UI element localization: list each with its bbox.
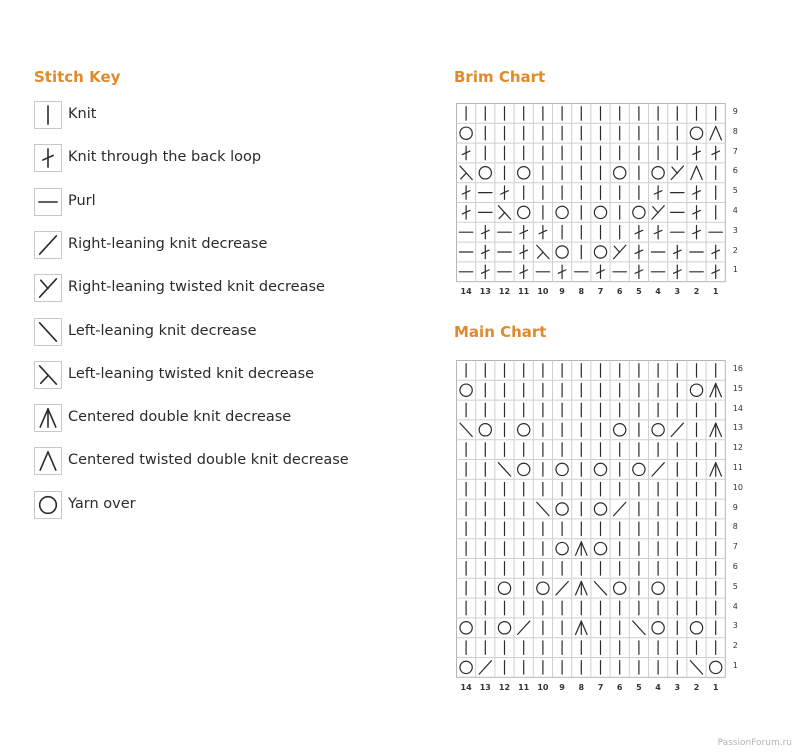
main_chart-row-number: 2 <box>732 641 738 651</box>
stitch-key-label: Centered double knit decrease <box>68 409 292 426</box>
main_chart-row-number: 7 <box>732 542 738 552</box>
purl-symbol-icon <box>34 188 62 216</box>
rtdec-symbol-icon <box>34 274 62 302</box>
stitch-key-label: Knit <box>68 106 97 122</box>
stitch-key-item-rdec <box>34 231 414 261</box>
main_chart-column-number: 9 <box>559 682 565 692</box>
main_chart-row-number: 11 <box>732 462 743 472</box>
brim_chart-column-number: 1 <box>712 287 719 297</box>
brim_chart-row-number: 4 <box>732 205 738 215</box>
brim_chart-column-number: 13 <box>479 287 491 297</box>
main_chart-column-number: 6 <box>616 682 623 692</box>
main_chart-column-number: 1 <box>712 682 719 692</box>
brim_chart-column-number: 12 <box>498 287 511 297</box>
stitch-key-item-purl <box>34 188 414 218</box>
main_chart-row-number: 15 <box>732 383 743 393</box>
ctdd-symbol-icon <box>34 447 62 475</box>
main_chart-row-number: 1 <box>732 660 738 670</box>
stitch-key-item-ktbl <box>34 144 414 174</box>
main_chart-column-number: 13 <box>479 682 491 692</box>
brim_chart-column-number: 7 <box>597 287 604 297</box>
brim_chart-row-number: 9 <box>732 106 738 116</box>
brim_chart-column-number: 10 <box>537 287 549 297</box>
brim_chart-row-number: 5 <box>732 186 738 196</box>
stitch-key-label: Knit through the back loop <box>68 149 262 166</box>
ktbl-symbol-icon <box>34 144 62 172</box>
main_chart-row-number: 14 <box>732 403 743 413</box>
stitch-key-item-ltdec <box>34 361 414 391</box>
watermark: PassionForum.ru <box>717 738 792 748</box>
cdd-symbol-icon <box>34 404 62 432</box>
brim_chart-column-number: 6 <box>616 287 623 297</box>
main_chart-column-number: 4 <box>655 682 661 692</box>
main_chart-column-number: 8 <box>578 682 585 692</box>
ldec-symbol-icon <box>34 318 62 346</box>
brim_chart-row-number: 2 <box>732 245 738 255</box>
brim_chart-column-number: 11 <box>518 287 530 297</box>
brim_chart-row-number: 3 <box>732 225 738 235</box>
main_chart-row-number: 13 <box>732 423 743 433</box>
main_chart-row-number: 6 <box>732 561 738 571</box>
rdec-symbol-icon <box>34 231 62 259</box>
stitch-key-label: Right-leaning twisted knit decrease <box>68 279 325 296</box>
brim_chart-column-number: 8 <box>578 287 585 297</box>
knit-symbol-icon <box>34 101 62 129</box>
main_chart-column-number: 12 <box>498 682 511 692</box>
stitch-key-label: Centered twisted double knit decrease <box>68 452 349 469</box>
brim-chart-title: Brim Chart <box>454 68 546 86</box>
stitch-key-item-knit <box>34 101 414 131</box>
main_chart-grid <box>456 360 727 679</box>
brim_chart-column-number: 4 <box>655 287 661 297</box>
main_chart-row-number: 8 <box>732 522 738 532</box>
main_chart-column-number: 7 <box>597 682 604 692</box>
brim_chart-grid <box>456 103 727 283</box>
brim_chart-column-number: 2 <box>693 287 700 297</box>
brim_chart-row-number: 7 <box>732 146 738 156</box>
main_chart-column-number: 3 <box>674 682 681 692</box>
main_chart-column-number: 11 <box>518 682 530 692</box>
ltdec-symbol-icon <box>34 361 62 389</box>
main_chart-row-number: 16 <box>732 363 743 373</box>
stitch-key-label: Purl <box>68 192 96 209</box>
brim_chart-row-number: 6 <box>732 166 738 176</box>
main-chart-title: Main Chart <box>454 323 547 341</box>
main_chart-column-number: 10 <box>537 682 549 692</box>
stitch-key-label: Right-leaning knit decrease <box>68 235 268 252</box>
brim_chart-column-number: 3 <box>674 287 681 297</box>
stitch-key-item-cdd <box>34 404 414 434</box>
main_chart-column-number: 14 <box>460 682 472 692</box>
brim_chart-column-number: 14 <box>460 287 472 297</box>
stitch-key-label: Left-leaning knit decrease <box>68 322 257 339</box>
stitch-key-item-yo <box>34 491 414 521</box>
main_chart-row-number: 10 <box>732 482 743 492</box>
brim_chart-row-number: 1 <box>732 265 738 275</box>
stitch-key-item-ctdd <box>34 447 414 477</box>
main_chart-row-number: 4 <box>732 601 738 611</box>
brim_chart-column-number: 9 <box>559 287 565 297</box>
stitch-key-item-ldec <box>34 318 414 348</box>
main_chart-column-number: 5 <box>636 682 642 692</box>
main_chart-column-number: 2 <box>693 682 700 692</box>
main_chart-row-number: 3 <box>732 621 738 631</box>
yo-symbol-icon <box>34 491 62 519</box>
stitch-key-item-rtdec <box>34 274 414 304</box>
main_chart-row-number: 9 <box>732 502 738 512</box>
brim_chart-column-number: 5 <box>636 287 642 297</box>
main_chart-row-number: 5 <box>732 581 738 591</box>
stitch-key-label: Yarn over <box>68 495 136 512</box>
stitch-key-title: Stitch Key <box>34 68 121 86</box>
brim_chart-row-number: 8 <box>732 126 738 136</box>
main_chart-row-number: 12 <box>732 443 743 453</box>
stitch-key-label: Left-leaning twisted knit decrease <box>68 365 315 382</box>
